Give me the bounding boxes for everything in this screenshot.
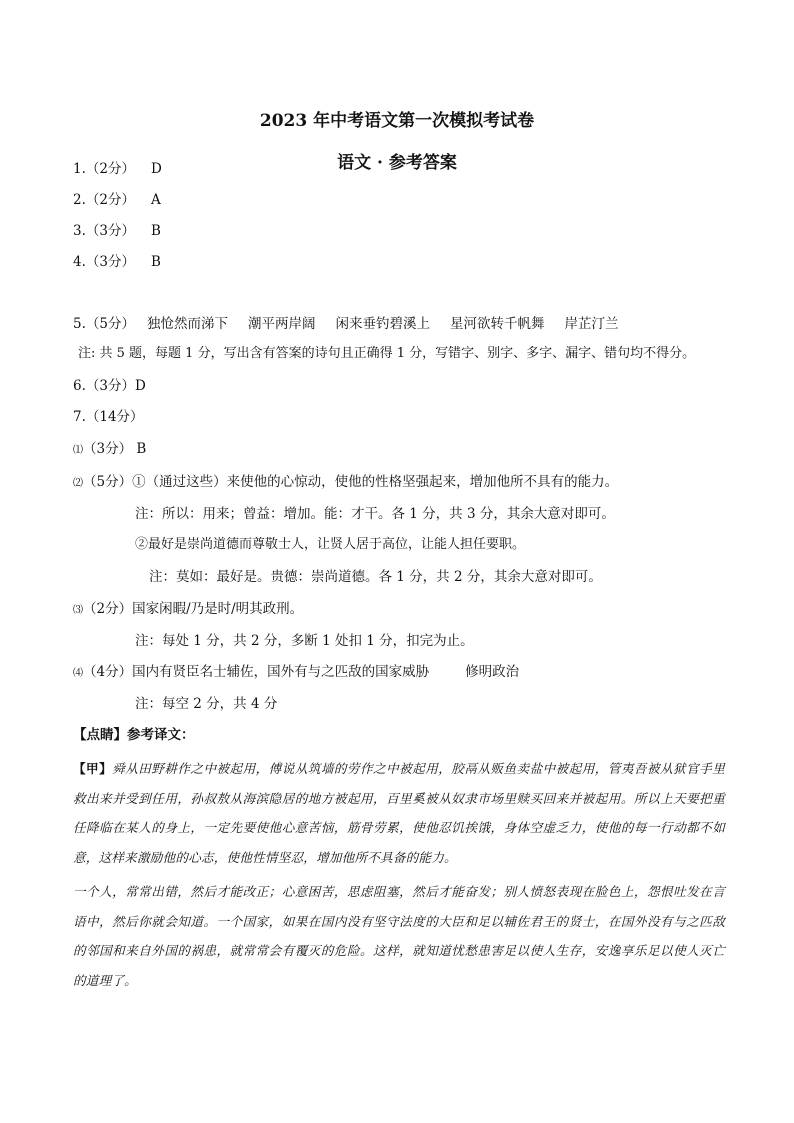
answer-2	[73, 191, 161, 209]
answer-5	[73, 315, 618, 333]
q5-item-5: 岸芷汀兰	[564, 316, 619, 332]
question-number: 3.	[73, 223, 86, 239]
answer-7-1	[73, 440, 146, 460]
sub-text: （3分） B	[83, 441, 147, 457]
q5-item-2: 潮平两岸阔	[247, 316, 316, 332]
translation-text-1: 舜从田野耕作之中被起用，傅说从筑墙的劳作之中被起用，胶鬲从贩鱼卖盐中被起用，管夷吾被从狱官手里救出来并受到任用，孙叔敖从海滨隐居的地方被起用，百里奚被从奴隶市场里赎买回来并被起用。所以上天要把重任降临在某人的身上，一定先要使他心意苦恼，筋骨劳累，使他忍饥挨饿，身体空虚乏力，使他的每一行动都不如意，这样来激励他的心志，使他性情坚忍，增加他所不具备的能力。	[73, 761, 725, 865]
sub-label: ⑷	[73, 668, 83, 679]
answer-7-3-note: 注：每处 1 分，共 2 分，多断 1 处扣 1 分，扣完为止。	[135, 633, 474, 649]
answer-7-4	[73, 663, 519, 683]
answer-value: B	[150, 223, 161, 239]
question-number: 1.	[73, 161, 86, 177]
answer-7-3	[73, 600, 303, 620]
translation-paragraph-1	[73, 754, 725, 872]
answer-1	[73, 160, 162, 178]
sub-label: ⑴	[73, 445, 83, 456]
page-title: 2023 年中考语文第一次模拟考试卷	[259, 111, 535, 131]
question-points: （2分）	[85, 161, 135, 177]
answer-3	[73, 222, 161, 240]
answer-7-2	[73, 473, 618, 493]
answer-4	[73, 253, 161, 271]
answer-value: D	[150, 161, 162, 177]
page-subtitle: 语文 · 参考答案	[337, 153, 457, 173]
sub-label: ⑶	[73, 605, 83, 616]
question-number: 2.	[73, 192, 86, 208]
q5-item-1: 独怆然而涕下	[146, 316, 228, 332]
question-points: （2分）	[85, 192, 135, 208]
q5-item-4: 星河欲转千帆舞	[449, 316, 545, 332]
sub-text-2: 修明政治	[465, 664, 520, 680]
question-number: 4.	[73, 254, 86, 270]
question-points: （3分）	[85, 254, 135, 270]
answer-7-2-line-2: ②最好是崇尚道德而尊敬士人，让贤人居于高位，让能人担任要职。	[135, 537, 526, 552]
q5-note: 注: 共 5 题，每题 1 分，写出含有答案的诗句且正确得 1 分，写错字、别字、多字、漏字、错句均不得分。	[78, 346, 696, 361]
question-points: （3分）	[85, 223, 135, 239]
sub-text: （5分）①（通过这些）来使他的心惊动，使他的性格坚强起来，增加他所不具有的能力。	[83, 474, 619, 490]
section-heading: 【点睛】参考译文：	[73, 727, 195, 743]
answer-value: B	[150, 254, 161, 270]
sub-text: （2分）国家闲暇/乃是时/明其政刑。	[83, 601, 304, 617]
answer-7-4-note: 注：每空 2 分，共 4 分	[135, 696, 278, 712]
question-number: 5.	[73, 316, 86, 332]
answer-6: 6.（3分）D	[73, 378, 146, 394]
translation-tag: 【甲】	[73, 761, 113, 776]
answer-value: A	[150, 192, 161, 208]
q5-item-3: 闲来垂钓碧溪上	[335, 316, 430, 332]
question-points: （5分）	[85, 316, 135, 332]
sub-text: （4分）国内有贤臣名士辅佐，国外有与之匹敌的国家威胁	[83, 664, 430, 680]
answer-7-header: 7.（14分）	[73, 409, 144, 425]
translation-paragraph-2: 一个人，常常出错，然后才能改正；心意困苦，思虑阻塞，然后才能奋发；别人愤怒表现在脸色上，怨恨吐发在言语中，然后你就会知道。一个国家，如果在国内没有坚守法度的大臣和足以辅佐君王的贤士，在国外没有与之匹敌的邻国和来自外国的祸患，就常常会有覆灭的危险。这样，就知道忧愁患害足以使人生存，安逸享乐足以使人灭亡的道理了。	[73, 884, 725, 988]
sub-label: ⑵	[73, 478, 83, 489]
answer-7-2-note-2: 注：莫如：最好是。贵德：崇尚道德。各 1 分，共 2 分，其余大意对即可。	[149, 569, 602, 585]
answer-7-2-note-1: 注：所以：用来；曾益：增加。能：才干。各 1 分，共 3 分，其余大意对即可。	[135, 506, 615, 522]
